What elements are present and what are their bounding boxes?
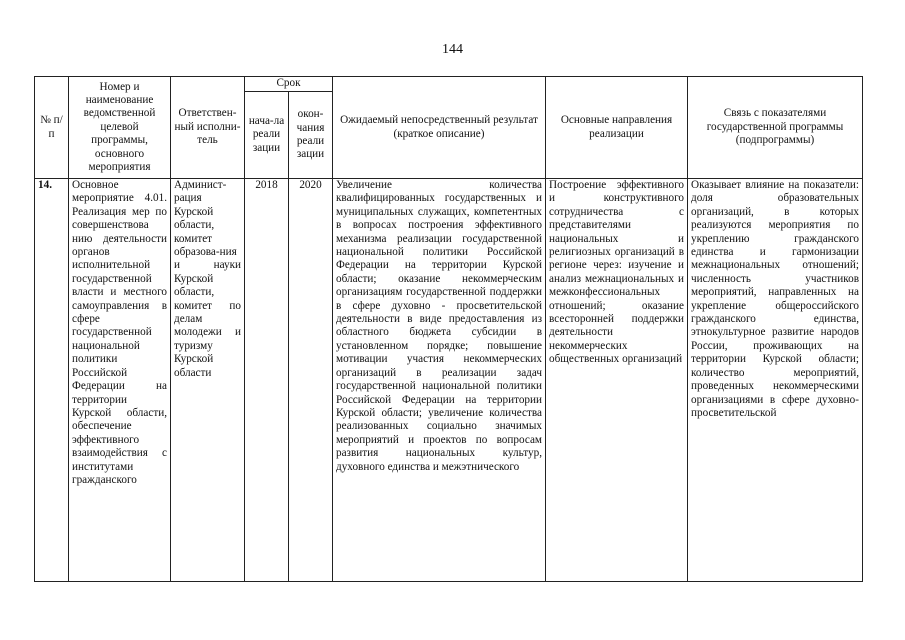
header-result: Ожидаемый непосредственный результат (краткое описание) [333,77,546,179]
header-executor: Ответствен-ный исполни-тель [171,77,245,179]
row-program-text: Основное мероприятие 4.01. Реализация мер по совершенствова нию деятельности органов исполнительной государственной власти и местного самоуправления в сфере государственной национальной политики Российской Федерации на территории Курской области, обеспечение эффективного взаимодействия с институтами гражданского [72,179,167,486]
table-row [35,179,863,582]
row-directions-text: Построение эффективного и конструктивного сотрудничества с представителями национальных и религиозных организаций в регионе через: изучение и анализ межнациональных и межконфессиональных отношений; оказание всесторонней поддержки деятельности некоммерческих общественных организаций [549,179,684,366]
header-start: нача-ла реали зации [245,92,289,179]
header-link: Связь с показателями государственной программы (подпрограммы) [688,77,863,179]
row-start: 2018 [245,179,289,582]
row-end: 2020 [289,179,333,582]
row-link-text: Оказывает влияние на показатели: доля образовательных организаций, в которых реализуются мероприятия по укреплению гражданского единства и гармонизации межнациональных отношений; численность участников мероприятий, направленных на укрепление общероссийского гражданского единства, этнокультурное развитие народов России, проживающих на территории Курской области; количество мероприятий, проведенных некоммерческими организациями в сфере духовно-просветительской [691,179,859,419]
row-link [688,179,863,582]
row-result-text: Увеличение количества квалифицированных государственных и муниципальных служащих, компетентных в вопросах построения эффективного механизма реализации государственной национальной политики Российской Федерации на территории Курской области; оказание некоммерческим организациям государственной поддержки в сфере духовно - просветительской деятельности в виде предоставления из областного бюджета субсидии в установленном порядке; повышение мотивации участия некоммерческих организаций в реализации задач государственной национальной политики Российской Федерации на территории Курской области; увеличение количества реализованных социально значимых мероприятий и проектов по вопросам развития национальных культур, духовного единства и межэтнического [336,179,542,473]
row-directions [546,179,688,582]
row-program [69,179,171,582]
program-table [34,76,863,582]
header-directions: Основные направления реализации [546,77,688,179]
header-num: № п/п [35,77,69,179]
row-executor [171,179,245,582]
header-end: окон-чания реали зации [289,92,333,179]
header-term: Срок [245,77,333,92]
row-result [333,179,546,582]
row-num: 14. [35,179,69,582]
page-number: 144 [442,42,463,57]
header-program: Номер и наименование ведомственной целевой программы, основного мероприятия [69,77,171,179]
row-executor-text: Админист-рация Курской области, комитет образова-ния и науки Курской области, комитет по делам молодежи и туризму Курской области [174,179,241,379]
